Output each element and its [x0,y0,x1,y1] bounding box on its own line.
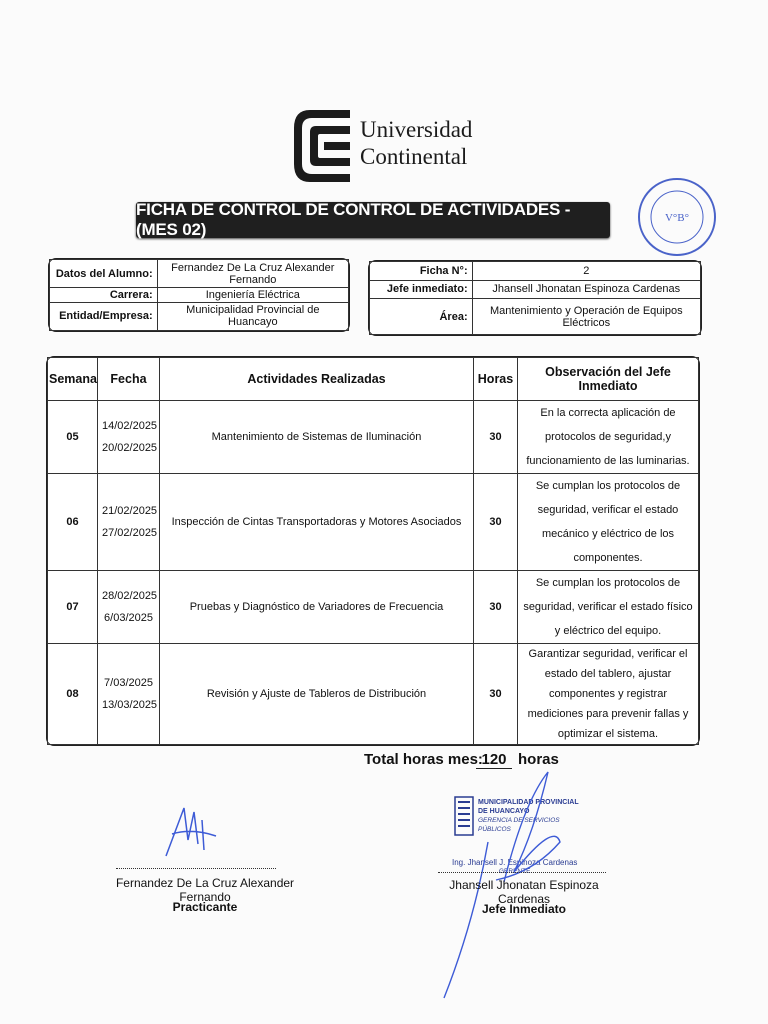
stamp-official-title: GERENTE [498,868,531,875]
observation-cell: En la correcta aplicación de protocolos de seguridad,y funcionamiento de las luminarias. [518,401,699,474]
header-activities: Actividades Realizadas [160,358,474,401]
table-header-row [48,358,699,401]
document-title: FICHA DE CONTROL DE CONTROL DE ACTIVIDADES - (MES 02) [136,200,571,239]
supervisor-value: Jhansell Jhonatan Espinoza Cardenas [472,280,700,299]
area-value: Mantenimiento y Operación de Equipos Eléctricos [472,299,700,335]
student-label: Datos del Alumno: [50,260,158,288]
record-number-value: 2 [472,262,700,281]
activity-cell: Revisión y Ajuste de Tableros de Distribución [160,644,474,745]
brand-name [360,116,472,170]
date-from: 14/02/2025 [102,420,158,432]
student-value: Fernandez De La Cruz Alexander Fernando [157,260,348,288]
hours-cell: 30 [474,571,518,644]
date-to: 6/03/2025 [104,612,153,624]
record-info-row [370,280,701,299]
record-info-box [368,260,702,336]
activities-table [46,356,700,746]
week-cell: 06 [48,474,98,571]
week-cell: 08 [48,644,98,745]
area-label: Área: [370,299,473,335]
student-info-row [50,302,349,330]
observation-cell: Garantizar seguridad, verificar el estado del tablero, ajustar componentes y registrar mediciones para prevenir fallas y optimizar el sistema. [518,644,699,745]
week-cell: 07 [48,571,98,644]
brand-line-2: Continental [360,144,468,169]
activity-cell: Pruebas y Diagnóstico de Variadores de Frecuencia [160,571,474,644]
date-cell [98,644,160,745]
company-value: Municipalidad Provincial de Huancayo [157,302,348,330]
header-observation: Observación del Jefe Inmediato [518,358,699,401]
career-label: Carrera: [50,288,158,303]
total-hours-unit: horas [518,751,559,768]
table-row [48,571,699,644]
activity-cell: Mantenimiento de Sistemas de Iluminación [160,401,474,474]
date-from: 28/02/2025 [102,590,158,602]
hours-cell: 30 [474,644,518,745]
supervisor-label: Jefe inmediato: [370,280,473,299]
total-hours-value: 120 [476,751,512,769]
activity-cell: Inspección de Cintas Transportadoras y Motores Asociados [160,474,474,571]
hours-cell: 30 [474,401,518,474]
supervisor-name: Jhansell Jhonatan Espinoza Cardenas [449,878,599,906]
document-title-banner [136,202,610,238]
table-row [48,474,699,571]
week-cell: 05 [48,401,98,474]
observation-cell: Se cumplan los protocolos de seguridad, verificar el estado mecánico y eléctrico de los componentes. [518,474,699,571]
header-date: Fecha [98,358,160,401]
career-value: Ingeniería Eléctrica [157,288,348,303]
date-from: 21/02/2025 [102,505,158,517]
student-name: Fernandez De La Cruz Alexander Fernando [115,876,295,904]
date-from: 7/03/2025 [104,677,153,689]
supervisor-signature-line [438,872,606,873]
student-signature-icon [158,800,222,866]
approval-seal-icon [636,176,718,258]
header-hours: Horas [474,358,518,401]
student-info-row [50,260,349,288]
total-hours-label: Total horas mes: [364,751,483,768]
seal-center-text: V°B° [664,212,690,224]
date-to: 13/03/2025 [102,699,158,711]
record-info-row [370,299,701,335]
student-role: Practicante [172,900,238,914]
student-signature-line [116,868,276,869]
stamp-line-2: GERENCIA DE SERVICIOS PÚBLICOS [478,817,560,833]
brand-line-1: Universidad [360,117,473,142]
stamp-official-name: Ing. Jhansell J. Espinoza Cardenas [452,858,578,867]
date-to: 27/02/2025 [102,527,158,539]
record-number-label: Ficha N°: [370,262,473,281]
company-label: Entidad/Empresa: [50,302,158,330]
hours-cell: 30 [474,474,518,571]
table-row [48,644,699,745]
observation-cell: Se cumplan los protocolos de seguridad, verificar el estado físico y eléctrico del equipo. [518,571,699,644]
supervisor-role: Jefe Inmediato [481,902,567,916]
header-week: Semana [48,358,98,401]
student-info-box [48,258,350,332]
university-logo-icon [290,106,354,186]
table-row [48,401,699,474]
date-to: 20/02/2025 [102,442,158,454]
record-info-row [370,262,701,281]
date-cell [98,401,160,474]
stamp-line-1: MUNICIPALIDAD PROVINCIAL DE HUANCAYO [478,799,579,815]
student-info-row [50,288,349,303]
date-cell [98,474,160,571]
date-cell [98,571,160,644]
